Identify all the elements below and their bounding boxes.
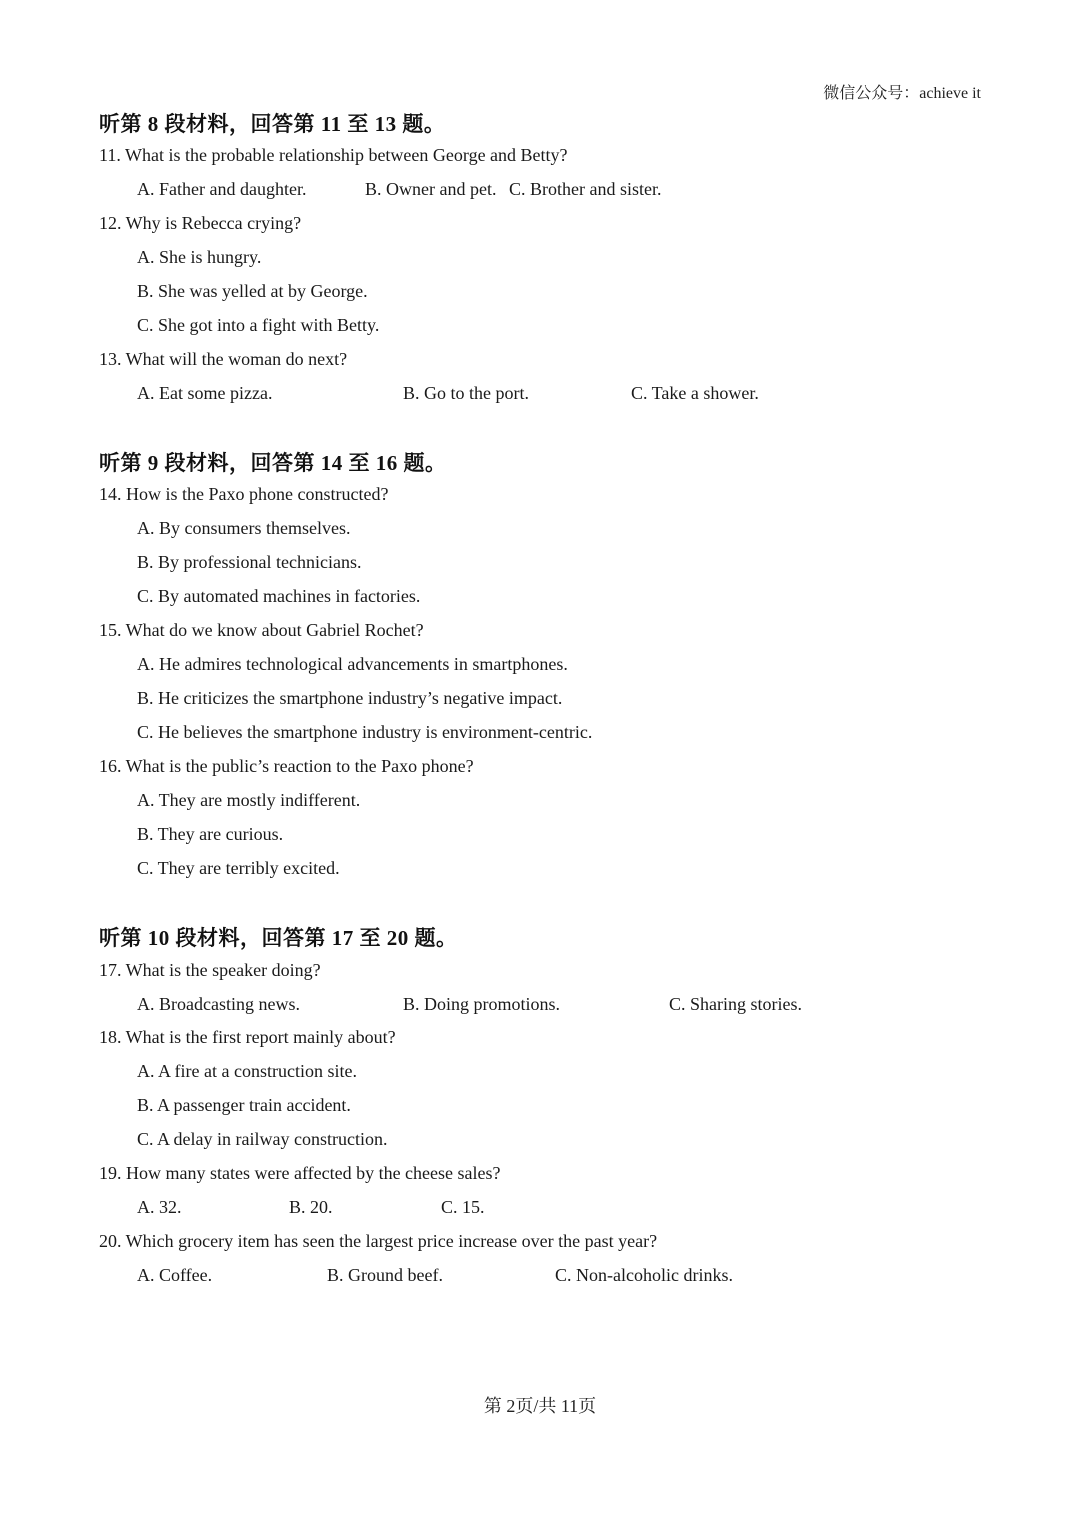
q12-option-a: A. She is hungry. [137,247,262,267]
section-title-8: 听第 8 段材料，回答第 11 至 13 题。 [99,112,446,136]
q15-option-c: C. He believes the smartphone industry is environment-centric. [137,722,593,742]
question-11: 11. What is the probable relationship between George and Betty? [99,145,568,165]
page-number: 第 2页/共 11页 [483,1396,597,1416]
question-14: 14. How is the Paxo phone constructed? [99,484,389,504]
question-13: 13. What will the woman do next? [99,349,348,369]
q14-option-c: C. By automated machines in factories. [137,586,421,606]
wechat-account-note: 微信公众号：achieve it [823,85,981,102]
section-title-9: 听第 9 段材料，回答第 14 至 16 题。 [99,451,447,475]
q15-option-a: A. He admires technological advancements in smartphones. [137,654,568,674]
q17-option-c: C. Sharing stories. [669,994,802,1014]
question-12: 12. Why is Rebecca crying? [99,213,302,233]
question-20: 20. Which grocery item has seen the largest price increase over the past year? [99,1231,658,1251]
section-title-10: 听第 10 段材料，回答第 17 至 20 题。 [99,926,458,950]
question-18: 18. What is the first report mainly about? [99,1027,396,1047]
q18-option-a: A. A fire at a construction site. [137,1061,357,1081]
q19-option-c: C. 15. [441,1197,485,1217]
question-15: 15. What do we know about Gabriel Rochet? [99,620,424,640]
q19-option-a: A. 32. [137,1197,182,1217]
q17-option-b: B. Doing promotions. [403,994,561,1014]
q19-option-b: B. 20. [289,1197,333,1217]
q17-option-a: A. Broadcasting news. [137,994,300,1014]
q14-option-a: A. By consumers themselves. [137,518,351,538]
q11-option-b: B. Owner and pet. [365,179,497,199]
q20-option-a: A. Coffee. [137,1265,213,1285]
question-17: 17. What is the speaker doing? [99,960,321,980]
q18-option-c: C. A delay in railway construction. [137,1129,388,1149]
q13-option-a: A. Eat some pizza. [137,383,273,403]
q16-option-c: C. They are terribly excited. [137,858,340,878]
q20-option-b: B. Ground beef. [327,1265,443,1285]
question-19: 19. How many states were affected by the cheese sales? [99,1163,501,1183]
q12-option-c: C. She got into a fight with Betty. [137,315,380,335]
q13-option-b: B. Go to the port. [403,383,529,403]
q16-option-a: A. They are mostly indifferent. [137,790,361,810]
question-16: 16. What is the public’s reaction to the Paxo phone? [99,756,474,776]
q18-option-b: B. A passenger train accident. [137,1095,351,1115]
q11-option-a: A. Father and daughter. [137,179,307,199]
q15-option-b: B. He criticizes the smartphone industry’s negative impact. [137,688,563,708]
q20-option-c: C. Non-alcoholic drinks. [555,1265,733,1285]
q14-option-b: B. By professional technicians. [137,552,362,572]
q12-option-b: B. She was yelled at by George. [137,281,368,301]
q16-option-b: B. They are curious. [137,824,284,844]
q13-option-c: C. Take a shower. [631,383,759,403]
q11-option-c: C. Brother and sister. [509,179,662,199]
